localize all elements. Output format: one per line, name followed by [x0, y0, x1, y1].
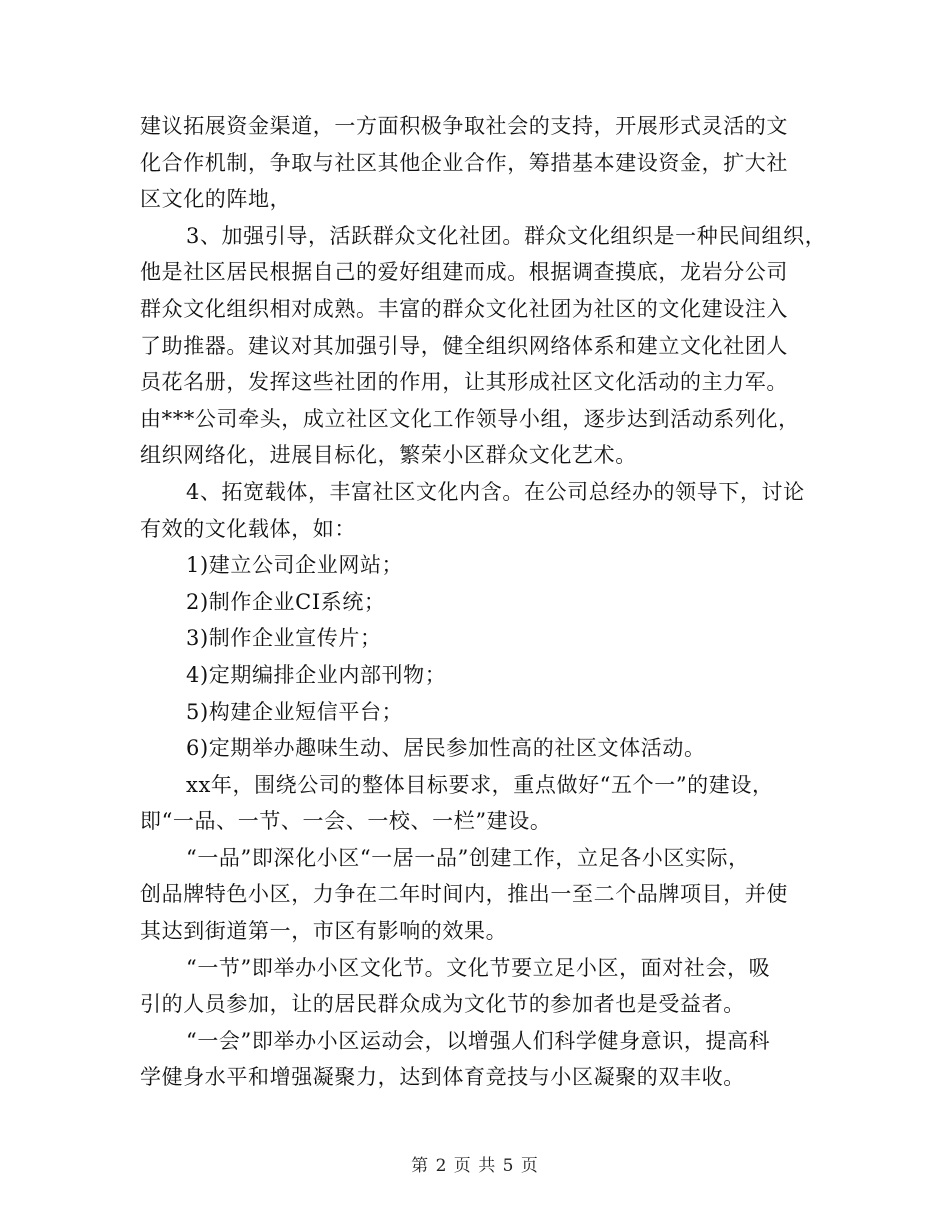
- paragraph-start: “一会”即举办小区运动会，以增强人们科学健身意识，提高科: [186, 1028, 771, 1053]
- text-line: 化合作机制，争取与社区其他企业合作，筹措基本建设资金，扩大社: [140, 150, 788, 175]
- text-line: 学健身水平和增强凝聚力，达到体育竞技与小区凝聚的双丰收。: [140, 1065, 745, 1090]
- paragraph-start: xx年，围绕公司的整体目标要求，重点做好“五个一”的建设，: [186, 772, 774, 797]
- text-line: 区文化的阵地，: [140, 187, 292, 212]
- list-item: 3)制作企业宣传片；: [186, 626, 382, 651]
- list-item: 5)构建企业短信平台；: [186, 699, 404, 724]
- text-line: 组织网络化，进展目标化，繁荣小区群众文化艺术。: [140, 443, 637, 468]
- text-line: 他是社区居民根据自己的爱好组建而成。根据调查摸底，龙岩分公司: [140, 260, 788, 285]
- text-line: 即“一品、一节、一会、一校、一栏”建设。: [140, 809, 552, 834]
- paragraph-start: “一节”即举办小区文化节。文化节要立足小区，面对社会，吸: [186, 955, 771, 980]
- paragraph-start: “一品”即深化小区“一居一品”创建工作，立足各小区实际，: [186, 845, 750, 870]
- text-line: 群众文化组织相对成熟。丰富的群众文化社团为社区的文化建设注入: [140, 296, 788, 321]
- page-number-footer: 第 2 页 共 5 页: [411, 1156, 539, 1176]
- list-item: 6)定期举办趣味生动、居民参加性高的社区文体活动。: [186, 736, 706, 761]
- text-line: 有效的文化载体，如：: [140, 516, 356, 541]
- text-line: 创品牌特色小区，力争在二年时间内，推出一至二个品牌项目，并使: [140, 882, 788, 907]
- text-line: 其达到街道第一，市区有影响的效果。: [140, 919, 508, 944]
- document-body: [140, 108, 827, 1096]
- paragraph-start: 3、加强引导，活跃群众文化社团。群众文化组织是一种民间组织，: [186, 223, 827, 248]
- text-line: 了助推器。建议对其加强引导，健全组织网络体系和建立文化社团人: [140, 333, 788, 358]
- list-item: 2)制作企业CI系统；: [186, 589, 386, 614]
- list-item: 1)建立公司企业网站；: [186, 553, 404, 578]
- text-line: 由***公司牵头，成立社区文化工作领导小组，逐步达到活动系列化，: [140, 406, 800, 431]
- text-line: 建议拓展资金渠道，一方面积极争取社会的支持，开展形式灵活的文: [140, 114, 788, 138]
- text-line: 引的人员参加，让的居民群众成为文化节的参加者也是受益者。: [140, 992, 745, 1017]
- text-line: 员花名册，发挥这些社团的作用，让其形成社区文化活动的主力军。: [140, 370, 788, 395]
- list-item: 4)定期编排企业内部刊物；: [186, 662, 447, 687]
- paragraph-start: 4、拓宽载体，丰富社区文化内含。在公司总经办的领导下，讨论: [186, 479, 805, 504]
